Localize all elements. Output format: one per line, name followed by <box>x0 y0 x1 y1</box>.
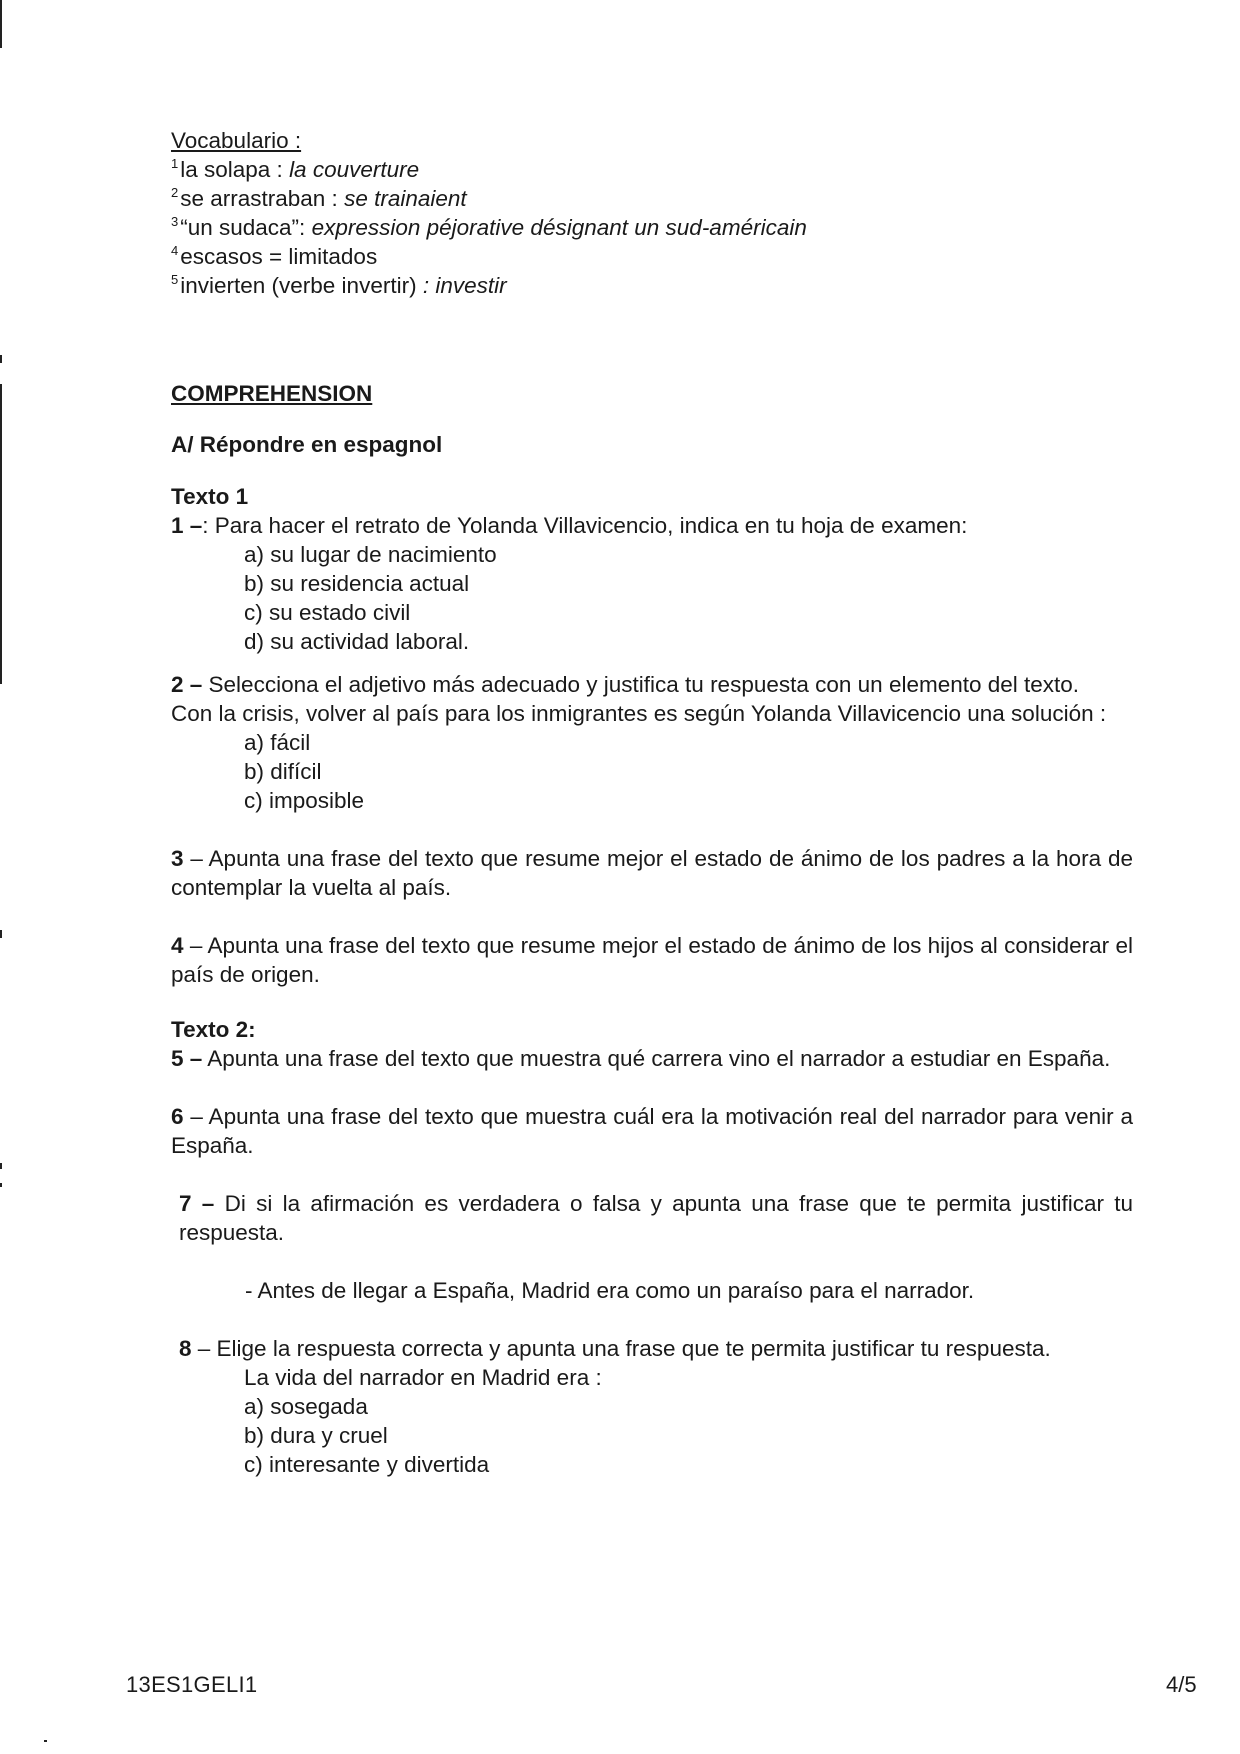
option-item: c) su estado civil <box>244 600 411 625</box>
texto1-title: Texto 1 <box>171 484 249 509</box>
question-number: 1 – <box>171 513 203 538</box>
page-content <box>171 126 1133 1479</box>
page-number: 4/5 <box>1166 1672 1197 1697</box>
question-text: Apunta una frase del texto que muestra qué carrera vino el narrador a estudiar en España. <box>202 1046 1111 1071</box>
question-8 <box>171 1334 1133 1363</box>
question-2 <box>171 670 1133 699</box>
question-7 <box>171 1189 1133 1247</box>
scan-mark <box>0 355 2 363</box>
question-4 <box>171 931 1133 989</box>
vocabulary-term: se arrastraban : <box>180 186 345 211</box>
vocabulary-title: Vocabulario : <box>171 128 302 153</box>
question-1 <box>171 511 1133 540</box>
section-subheading: A/ Répondre en espagnol <box>171 432 443 457</box>
vocabulary-item <box>171 184 1133 213</box>
question-text: Di si la afirmación es verdadera o falsa y apunta una frase que te permita justificar tu respuesta. <box>179 1191 1133 1245</box>
scan-mark <box>0 0 2 48</box>
question-number: 6 <box>171 1104 184 1129</box>
question-7-statement: - Antes de llegar a España, Madrid era como un paraíso para el narrador. <box>245 1278 975 1303</box>
option-item: c) interesante y divertida <box>244 1452 490 1477</box>
scan-mark <box>44 1740 47 1742</box>
option-item: a) sosegada <box>244 1394 368 1419</box>
vocabulary-term: invierten (verbe invertir) <box>180 273 423 298</box>
vocabulary-translation: : investir <box>422 273 507 298</box>
footnote-number: 5 <box>171 272 179 287</box>
question-2-context: Con la crisis, volver al país para los inmigrantes es según Yolanda Villavicencio una solución : <box>171 701 1107 726</box>
question-text: – Apunta una frase del texto que resume mejor el estado de ánimo de los padres a la hora de contemplar la vuelta al país. <box>171 846 1133 900</box>
question-8-lead: La vida del narrador en Madrid era : <box>244 1365 602 1390</box>
vocabulary-item <box>171 155 1133 184</box>
option-item: b) difícil <box>244 759 322 784</box>
question-number: 5 – <box>171 1046 203 1071</box>
question-text: Selecciona el adjetivo más adecuado y justifica tu respuesta con un elemento del texto. <box>202 672 1080 697</box>
question-number: 4 <box>171 933 184 958</box>
question-6 <box>171 1102 1133 1160</box>
option-item: d) su actividad laboral. <box>244 629 470 654</box>
footnote-number: 4 <box>171 243 179 258</box>
exam-code: 13ES1GELI1 <box>126 1672 258 1697</box>
vocabulary-item <box>171 271 1133 300</box>
section-heading: COMPREHENSION <box>171 381 373 406</box>
question-number: 7 – <box>179 1191 215 1216</box>
footnote-number: 1 <box>171 156 179 171</box>
question-number: 8 <box>179 1336 192 1361</box>
question-number: 2 – <box>171 672 203 697</box>
vocabulary-item <box>171 242 1133 271</box>
question-5 <box>171 1044 1133 1073</box>
option-item: b) dura y cruel <box>244 1423 388 1448</box>
question-3 <box>171 844 1133 902</box>
scan-mark <box>0 384 2 684</box>
vocabulary-term: “un sudaca”: <box>180 215 312 240</box>
vocabulary-translation: se trainaient <box>344 186 467 211</box>
vocabulary-translation: la couverture <box>289 157 420 182</box>
vocabulary-section <box>171 126 1133 300</box>
question-text: – Apunta una frase del texto que muestra cuál era la motivación real del narrador para venir a España. <box>171 1104 1133 1158</box>
question-text: – Apunta una frase del texto que resume mejor el estado de ánimo de los hijos al considerar el país de origen. <box>171 933 1133 987</box>
option-item: a) su lugar de nacimiento <box>244 542 497 567</box>
question-number: 3 <box>171 846 184 871</box>
option-item: a) fácil <box>244 730 311 755</box>
question-text: : Para hacer el retrato de Yolanda Villavicencio, indica en tu hoja de examen: <box>202 513 968 538</box>
vocabulary-term: la solapa : <box>180 157 290 182</box>
option-item: b) su residencia actual <box>244 571 470 596</box>
scan-mark <box>0 1163 2 1169</box>
vocabulary-translation: expression péjorative désignant un sud-américain <box>311 215 807 240</box>
footnote-number: 2 <box>171 185 179 200</box>
texto2-title: Texto 2: <box>171 1017 256 1042</box>
vocabulary-item <box>171 213 1133 242</box>
scan-mark <box>0 930 2 938</box>
vocabulary-term: escasos = limitados <box>180 244 378 269</box>
question-text: – Elige la respuesta correcta y apunta una frase que te permita justificar tu respuesta. <box>191 1336 1051 1361</box>
option-item: c) imposible <box>244 788 365 813</box>
footnote-number: 3 <box>171 214 179 229</box>
scan-mark <box>0 1183 2 1187</box>
